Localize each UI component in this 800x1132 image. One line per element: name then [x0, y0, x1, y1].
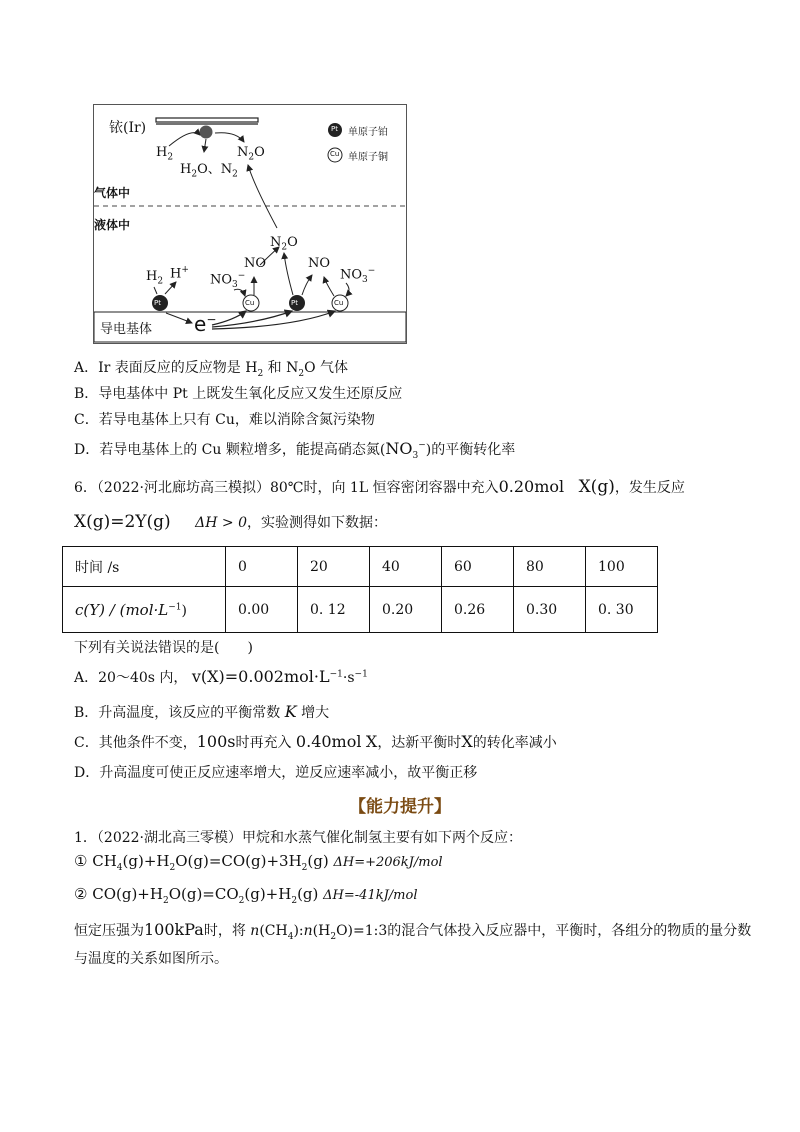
- h2-top: $H_2$: [156, 145, 174, 163]
- table-header-time: 时间 /s: [63, 547, 226, 587]
- p1-condition-line2: 与温度的关系如图所示。: [74, 951, 228, 967]
- n2o-liquid: $N_2O$: [270, 235, 298, 253]
- table-cell: 40: [370, 547, 442, 587]
- p1-condition: 恒定压强为100kPa时，将 $n(CH_4):n(H_2O)=1:3$的混合气体投入反应器中，平衡时，各组分的物质的量分数: [74, 920, 752, 942]
- no3-right: $NO_3^-$: [340, 266, 376, 285]
- n2o-top: $N_2O$: [237, 145, 265, 163]
- legend-cu-badge: Cu: [330, 150, 340, 158]
- section-title: 【能力提升】: [349, 797, 451, 817]
- no-right: NO: [308, 256, 331, 271]
- q5-option-a: A．Ir 表面反应的反应物是 $H_2$ 和 $N_2O$ 气体: [74, 360, 349, 379]
- no3-left: $NO_3^-$: [210, 271, 246, 290]
- iridium-plate: [156, 118, 258, 122]
- legend-cu-label: 单原子铜: [348, 152, 388, 163]
- electron-symbol: e−: [194, 312, 217, 336]
- table-cell: 0.00: [226, 587, 298, 633]
- p1-reaction-1: ① $CH_4(g)+H_2O(g)=CO(g)+3H_2(g)$ ΔH=+206kJ/mol: [74, 852, 443, 873]
- h2-bottom: $H_2$: [146, 269, 164, 287]
- iridium-label: 铱(Ir): [109, 120, 147, 136]
- q5-option-c: C．若导电基体上只有 Cu，难以消除含氮污染物: [74, 412, 375, 428]
- mechanism-diagram: [94, 105, 406, 343]
- table-cell: 100: [586, 547, 658, 587]
- table-cell: 0: [226, 547, 298, 587]
- q6-reaction: X(g)=2Y(g) ΔH > 0，实验测得如下数据：: [74, 512, 387, 532]
- q6-option-a: A．20～40s 内， $v(X)=0.002mol\cdot L^{-1}\cdot s^{-1}$: [74, 667, 368, 686]
- h2o-n2-label: $H_2O$、$N_2$: [180, 162, 238, 180]
- q5-option-d: D．若导电基体上的 Cu 颗粒增多，能提高硝态氮$(NO_3^-)$的平衡转化率: [74, 439, 516, 462]
- q6-option-c: C．其他条件不变，100s时再充入 0.40mol X，达新平衡时X的转化率减小: [74, 732, 557, 751]
- q5-option-b: B．导电基体中 Pt 上既发生氧化反应又发生还原反应: [74, 386, 403, 402]
- table-cell: 0.26: [442, 587, 514, 633]
- pt-atom-icon: [200, 126, 213, 139]
- legend-pt-badge: Pt: [331, 125, 338, 133]
- gas-label: 气体中: [94, 186, 131, 200]
- table-cell: 0. 12: [298, 587, 370, 633]
- p1-reaction-2: ② $CO(g)+H_2O(g)=CO_2(g)+H_2(g)$ ΔH=-41kJ/mol: [74, 885, 418, 906]
- q6-prompt: 下列有关说法错误的是( ): [74, 640, 253, 656]
- liquid-label: 液体中: [94, 218, 131, 232]
- mechanism-figure: [93, 104, 407, 344]
- q6-intro: 6．（2022·河北廊坊高三模拟）80℃时，向 1L 恒容密闭容器中充入0.20mol X(g)，发生反应: [74, 477, 685, 497]
- table-cell: 60: [442, 547, 514, 587]
- table-cell: 0. 30: [586, 587, 658, 633]
- q6-data-table: [62, 546, 658, 633]
- table-cell: 0.20: [370, 587, 442, 633]
- pt-badge-1: Pt: [154, 299, 161, 307]
- table-cell: 20: [298, 547, 370, 587]
- p1-intro: 1．（2022·湖北高三零模）甲烷和水蒸气催化制氢主要有如下两个反应：: [74, 830, 522, 846]
- q6-option-b: B．升高温度，该反应的平衡常数 K 增大: [74, 702, 330, 721]
- pt-badge-2: Pt: [291, 299, 298, 307]
- table-cell: 80: [514, 547, 586, 587]
- table-header-conc: $c(Y) / (mol\cdot L^{-1})$: [63, 587, 226, 633]
- q6-option-d: D．升高温度可使正反应速率增大，逆反应速率减小，故平衡正移: [74, 765, 478, 781]
- cu-badge-1: Cu: [245, 299, 255, 307]
- h-plus: H+: [170, 265, 189, 282]
- table-cell: 0.30: [514, 587, 586, 633]
- cu-badge-2: Cu: [334, 299, 344, 307]
- legend-pt-label: 单原子铂: [348, 127, 388, 138]
- no-left: NO: [244, 256, 267, 271]
- substrate-label: 导电基体: [100, 322, 153, 337]
